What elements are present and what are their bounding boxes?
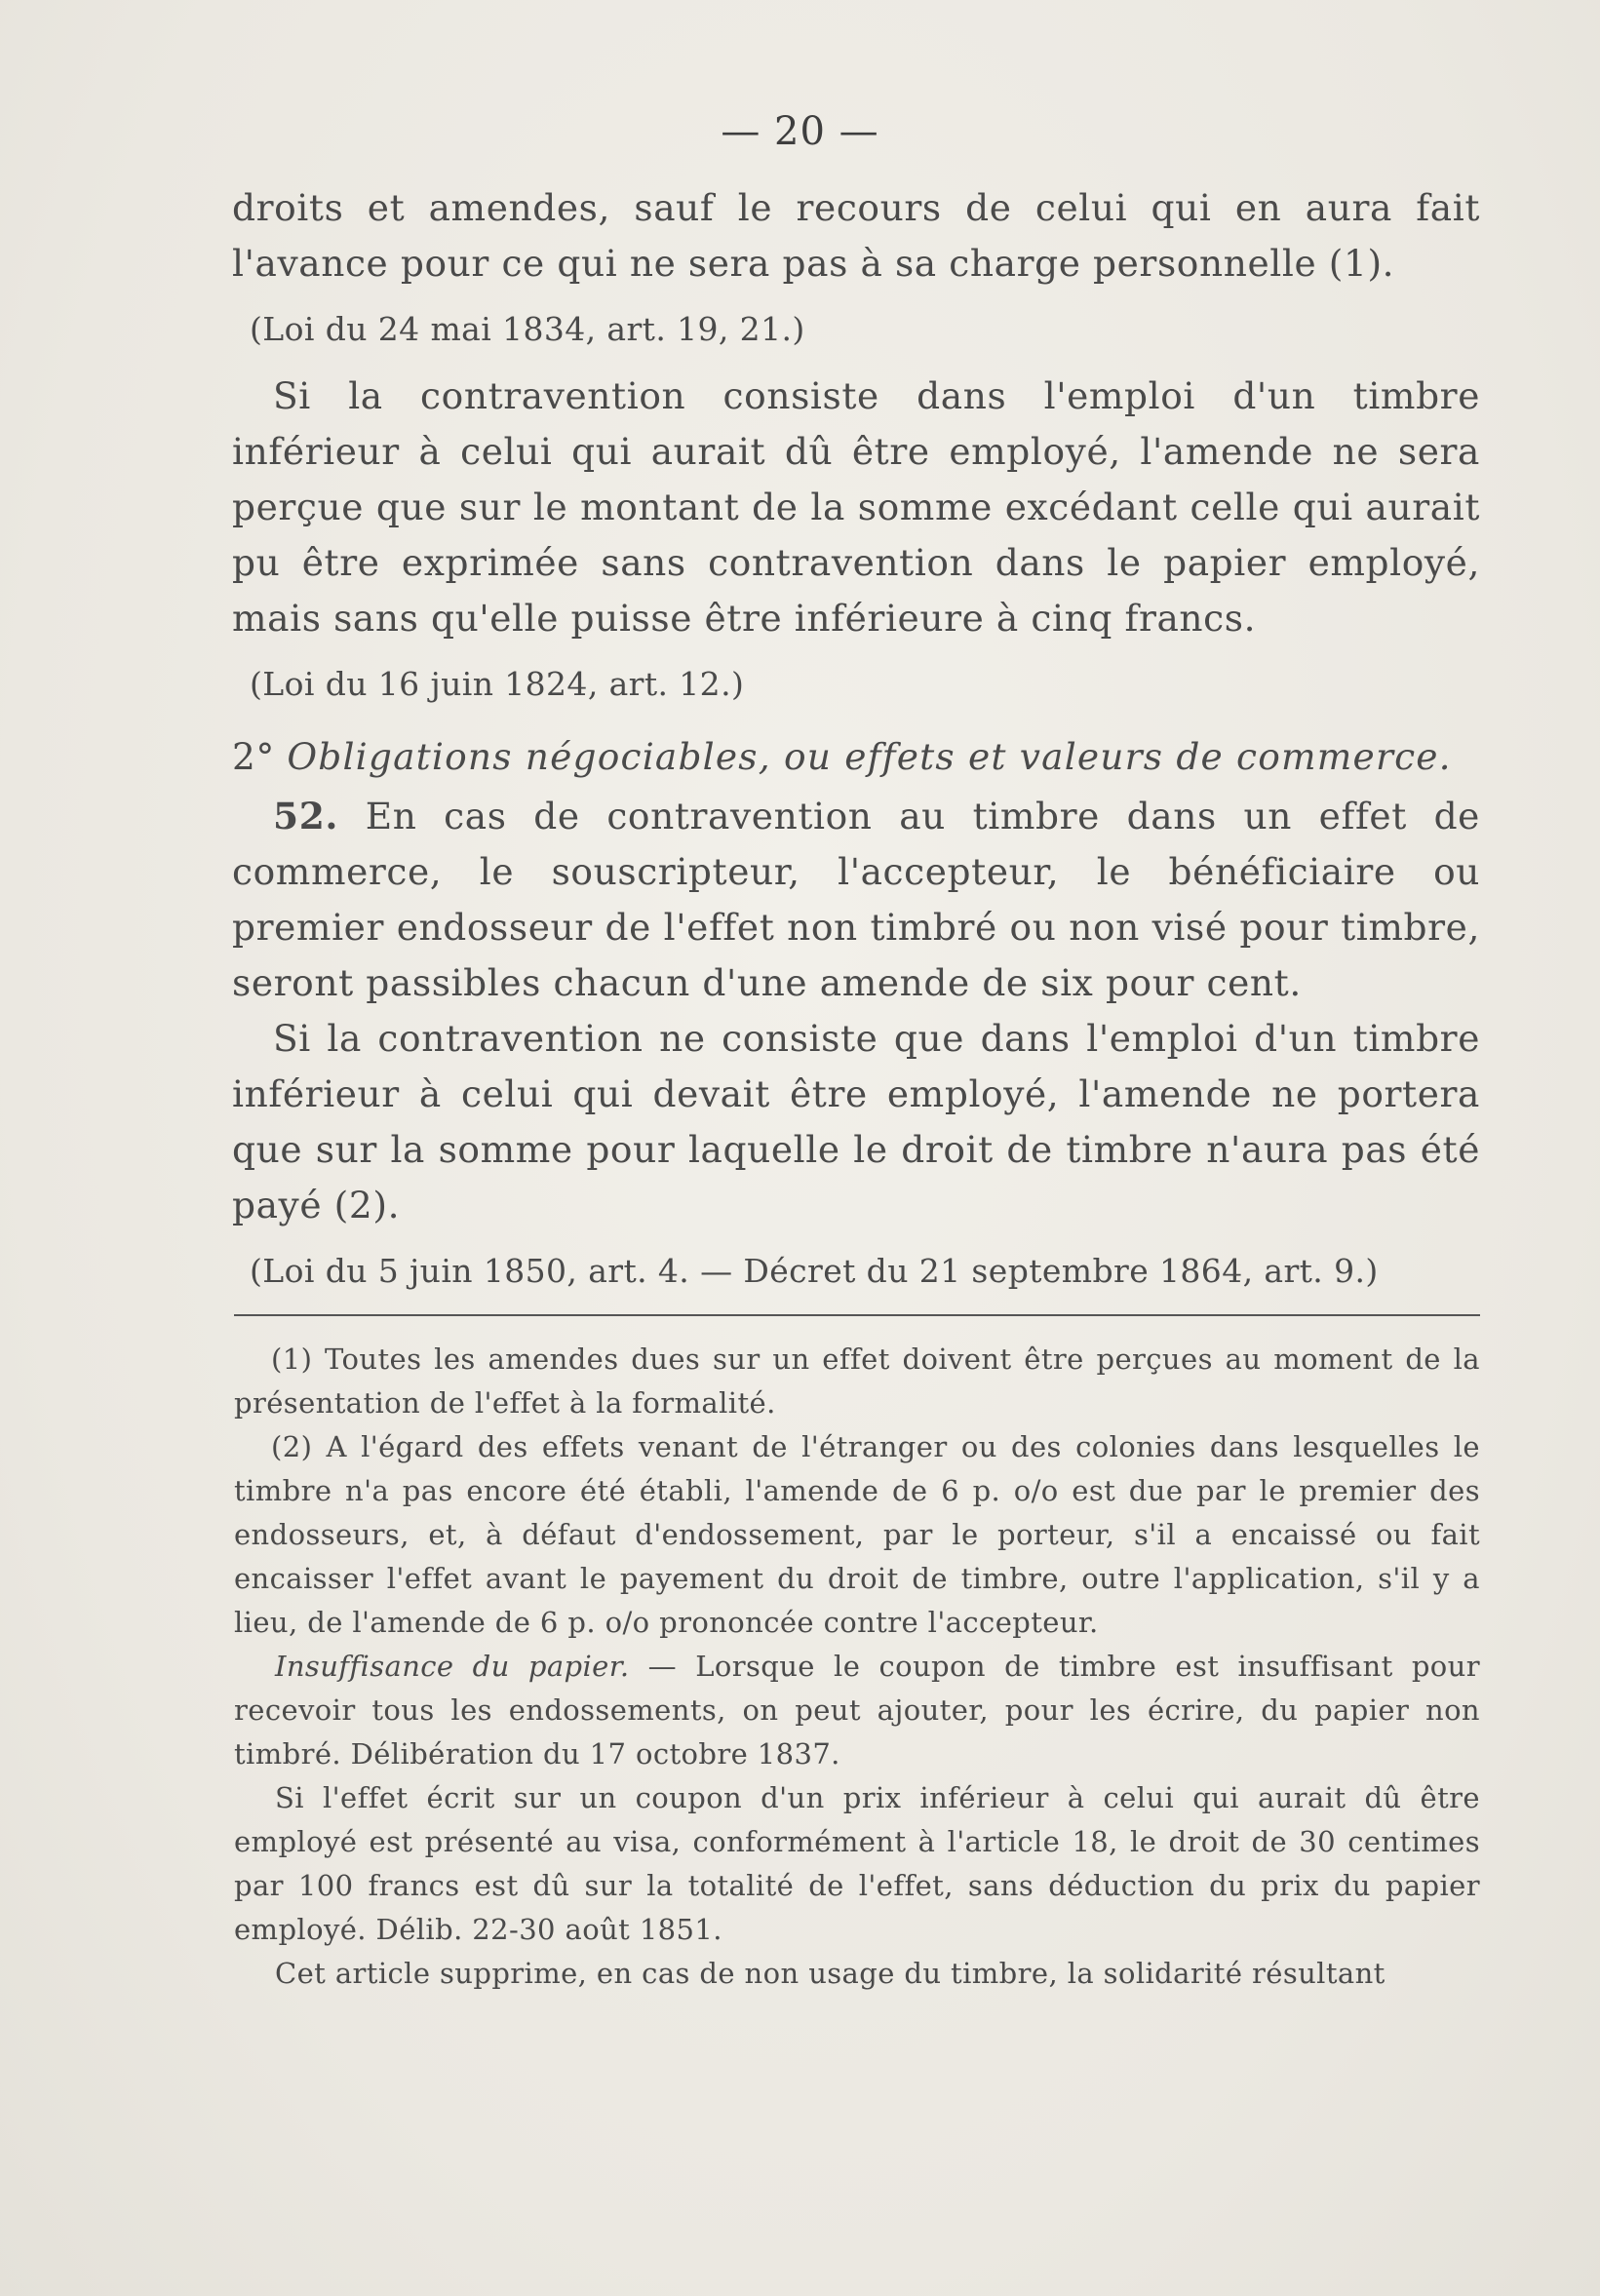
footnotes bbox=[234, 1338, 1480, 1996]
article-52 bbox=[232, 789, 1480, 1011]
footnote-2: (2) A l'égard des effets venant de l'étranger ou des colonies dans lesquelles le timbre n'a pas encore été établi, l'amende de 6 p. o/o est due par le premier des endosseurs, et, à défaut d'endossement, par le porteur, s'il a encaissé ou fait encaisser l'effet avant le payement du droit de timbre, outre l'application, s'il y a lieu, de l'amende de 6 p. o/o prononcée contre l'accepteur. bbox=[234, 1430, 1480, 1639]
paragraph-continuation: droits et amendes, sauf le recours de celui qui en aura fait l'avance pour ce qui ne sera pas à sa charge personnelle (1). bbox=[232, 186, 1480, 285]
law-reference: (Loi du 5 juin 1850, art. 4. — Décret du 21 septembre 1864, art. 9.) bbox=[250, 1252, 1379, 1290]
section-number: 2° bbox=[232, 735, 275, 778]
footnote-paragraph: Si l'effet écrit sur un coupon d'un prix inférieur à celui qui aurait dû être employé est présenté au visa, conformément à l'article 18, le droit de 30 centimes par 100 francs est dû sur la totalité de l'effet, sans déduction du prix du papier employé. Délib. 22-30 août 1851. bbox=[234, 1781, 1480, 1946]
article-number: 52. bbox=[273, 795, 339, 837]
paragraph: Si la contravention consiste dans l'emploi d'un timbre inférieur à celui qui aurait dû être employé, l'amende ne sera perçue que sur le montant de la somme excédant celle qui aurait pu être exprimée sans contravention dans le papier employé, mais sans qu'elle puisse être inférieure à cinq francs. bbox=[232, 374, 1480, 640]
paragraph: Si la contravention ne consiste que dans l'emploi d'un timbre inférieur à celui qui devait être employé, l'amende ne portera que sur la somme pour laquelle le droit de timbre n'aura pas été payé (2). bbox=[232, 1017, 1480, 1226]
footnote-paragraph: Cet article supprime, en cas de non usage du timbre, la solidarité résultant bbox=[275, 1957, 1385, 1990]
footnote-divider bbox=[234, 1314, 1480, 1316]
footnote-insuffisance-heading: Insuffisance du papier. bbox=[275, 1650, 630, 1683]
footnote-insuffisance bbox=[234, 1645, 1480, 1776]
footnote-1: (1) Toutes les amendes dues sur un effet doivent être perçues au moment de la présentation de l'effet à la formalité. bbox=[234, 1343, 1480, 1420]
section-title: Obligations négociables, ou effets et valeurs de commerce. bbox=[287, 735, 1452, 778]
main-text bbox=[232, 180, 1480, 1310]
law-reference: (Loi du 16 juin 1824, art. 12.) bbox=[250, 665, 745, 703]
law-reference: (Loi du 24 mai 1834, art. 19, 21.) bbox=[250, 310, 805, 348]
section-heading bbox=[232, 729, 1480, 785]
article-text: En cas de contravention au timbre dans un effet de commerce, le souscripteur, l'accepteur, le bénéficiaire ou premier endosseur de l'effet non timbré ou non visé pour timbre, seront passibles chacun d'une amende de six pour cent. bbox=[232, 795, 1480, 1004]
page-number: — 20 — bbox=[721, 109, 879, 154]
footnote-insuffisance-text: — Lorsque le coupon de timbre est insuffisant pour recevoir tous les endossements, on peut ajouter, pour les écrire, du papier non timbré. Délibération du 17 octobre 1837. bbox=[234, 1650, 1480, 1771]
